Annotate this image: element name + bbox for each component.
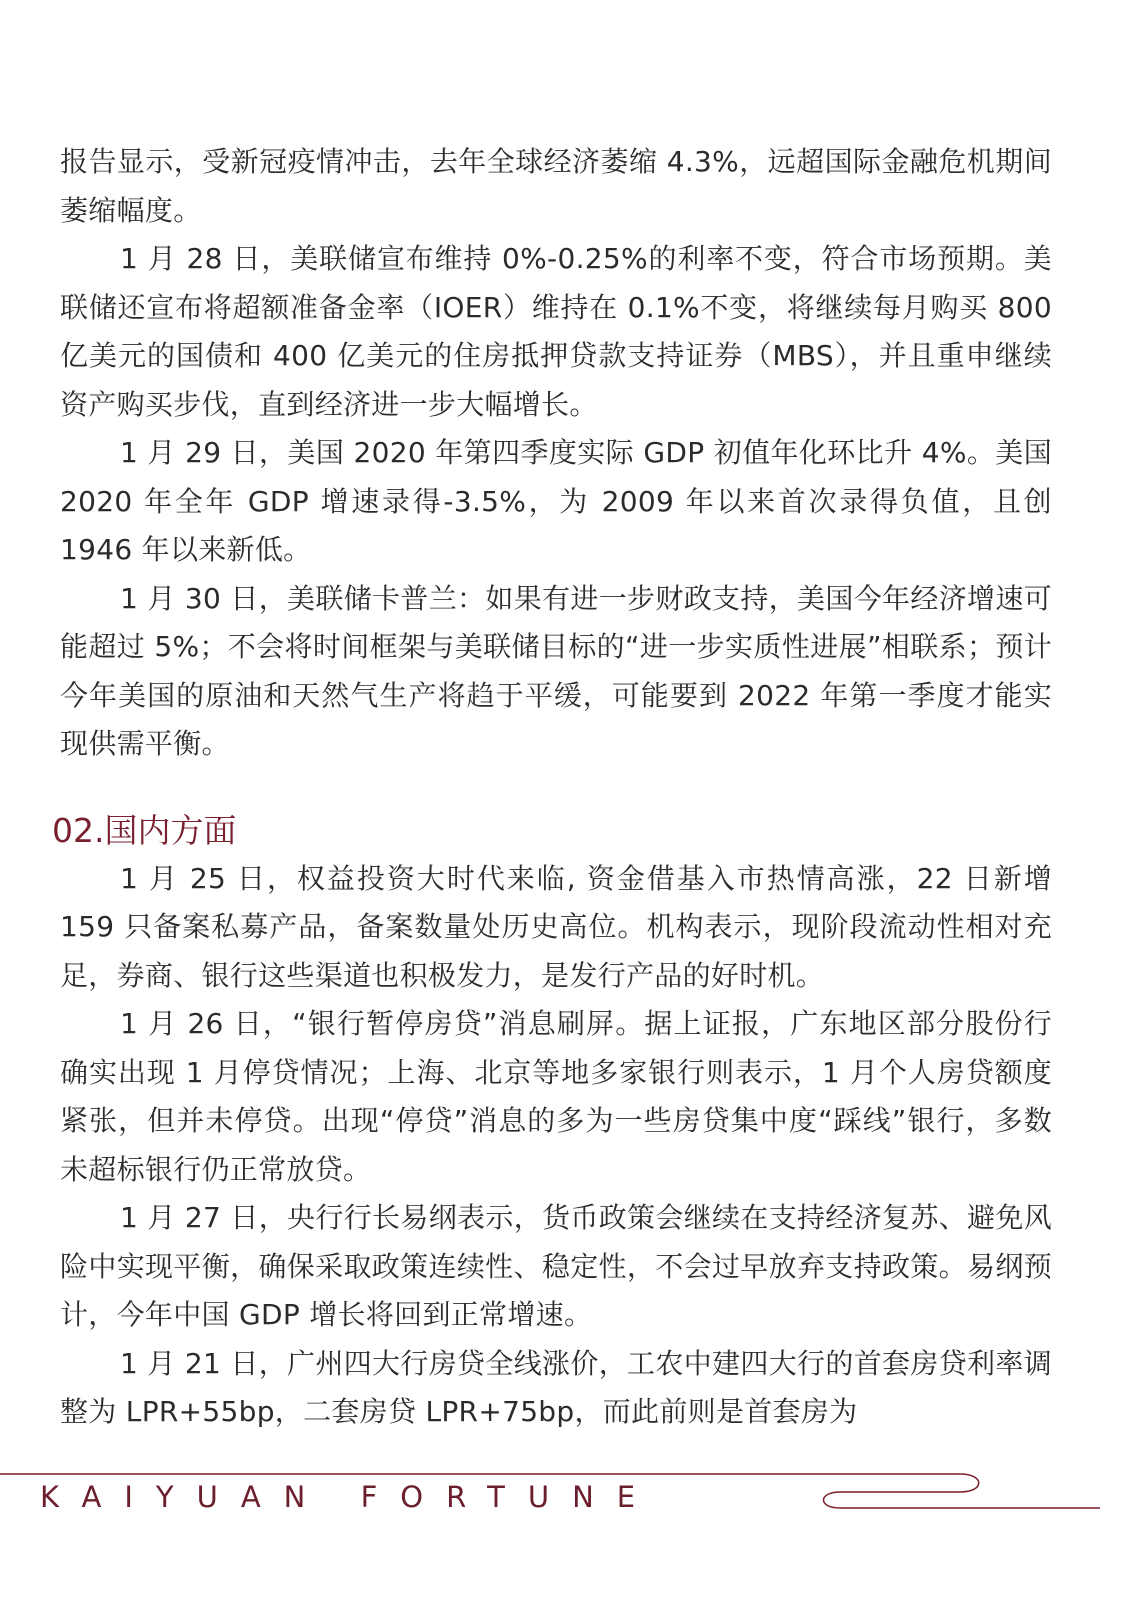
footer-swirl-line (824, 1474, 1101, 1508)
paragraph-intl-2: 1 月 28 日，美联储宣布维持 0%-0.25%的利率不变，符合市场预期。美联储还宣布将超额准备金率（IOER）维持在 0.1%不变，将继续每月购买 800 亿美元的国债和 400 亿美元的住房抵押贷款支持证券（MBS），并且重申继续资产购买步伐，直到经济进一步大幅增长。 (60, 242, 1052, 421)
paragraph-domestic-1: 1 月 25 日，权益投资大时代来临, 资金借基入市热情高涨，22 日新增 159 只备案私募产品，备案数量处历史高位。机构表示，现阶段流动性相对充足，券商、银行这些渠道也积极发力，是发行产品的好时机。 (60, 861, 1052, 992)
paragraph-domestic-4: 1 月 21 日，广州四大行房贷全线涨价，工农中建四大行的首套房贷利率调整为 LPR+55bp，二套房贷 LPR+75bp，而此前则是首套房为 (60, 1346, 1052, 1428)
paragraph-domestic-3: 1 月 27 日，央行行长易纲表示，货币政策会继续在支持经济复苏、避免风险中实现平衡，确保采取政策连续性、稳定性，不会过早放弃支持政策。易纲预计，今年中国 GDP 增长将回到正常增速。 (60, 1201, 1052, 1331)
paragraph-intl-1: 报告显示，受新冠疫情冲击，去年全球经济萎缩 4.3%，远超国际金融危机期间萎缩幅度。 (60, 145, 1052, 227)
section-heading-domestic: 02.国内方面 (52, 810, 237, 850)
footer (0, 1462, 1130, 1542)
paragraph-domestic-2: 1 月 26 日，“银行暂停房贷”消息刷屏。据上证报，广东地区部分股份行确实出现 1 月停贷情况；上海、北京等地多家银行则表示，1 月个人房贷额度紧张，但并未停贷。出现“停贷”消息的多为一些房贷集中度“踩线”银行，多数未超标银行仍正常放贷。 (60, 1007, 1052, 1186)
paragraph-intl-4: 1 月 30 日，美联储卡普兰：如果有进一步财政支持，美国今年经济增速可能超过 5%；不会将时间框架与美联储目标的“进一步实质性进展”相联系；预计今年美国的原油和天然气生产将趋于平缓，可能要到 2022 年第一季度才能实现供需平衡。 (60, 581, 1052, 760)
footer-brand: KAIYUAN FORTUNE (40, 1480, 659, 1514)
paragraph-intl-3: 1 月 29 日，美国 2020 年第四季度实际 GDP 初值年化环比升 4%。美国 2020 年全年 GDP 增速录得-3.5%，为 2009 年以来首次录得负值，且创 1946 年以来新低。 (60, 436, 1052, 566)
document-body (52, 138, 1052, 1437)
